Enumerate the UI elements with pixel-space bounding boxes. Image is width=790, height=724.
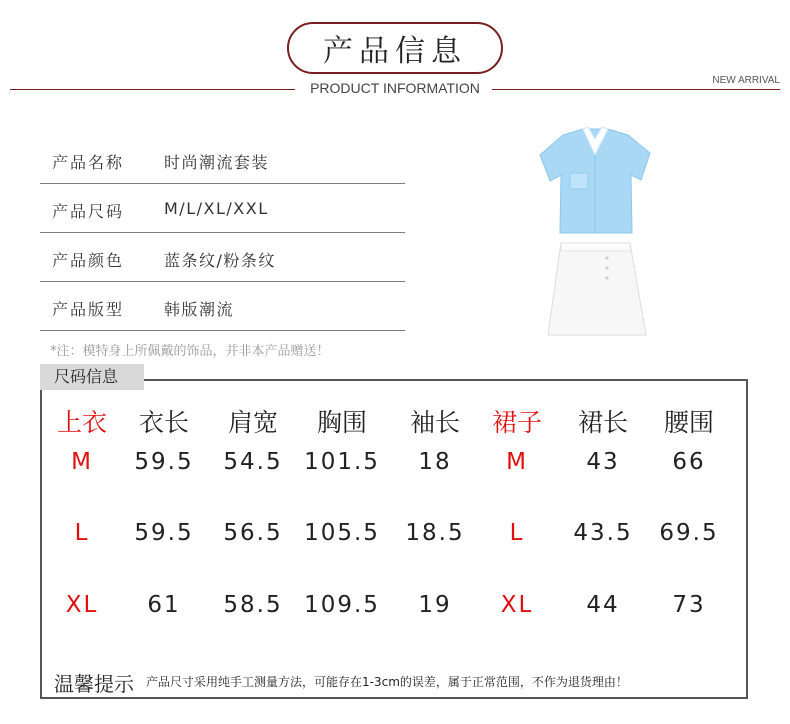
size-label: M <box>71 449 93 475</box>
header-rule-left <box>10 89 295 90</box>
skirt-shape <box>548 243 646 335</box>
table-cell: 19 <box>418 592 452 618</box>
table-cell: 69.5 <box>659 520 719 546</box>
header-skirt-length: 裙长 <box>577 408 628 437</box>
header-length: 衣长 <box>138 408 189 437</box>
new-arrival-label: NEW ARRIVAL <box>712 75 780 86</box>
blouse-pocket <box>570 173 588 189</box>
table-cell: 73 <box>672 592 706 618</box>
spec-row-color <box>40 233 405 282</box>
table-cell: 54.5 <box>223 449 283 475</box>
size-label: XL <box>500 592 534 618</box>
table-cell: 59.5 <box>134 449 194 475</box>
spec-label: 产品颜色 <box>52 251 125 270</box>
table-cell: 101.5 <box>304 449 380 475</box>
header-sleeve: 袖长 <box>409 408 460 437</box>
table-cell: 58.5 <box>223 592 283 618</box>
spec-value: 时尚潮流套装 <box>164 153 270 172</box>
page-title: 产品信息 <box>287 22 503 74</box>
spec-value: 韩版潮流 <box>164 300 235 319</box>
spec-label: 产品版型 <box>52 300 125 319</box>
table-cell: 43.5 <box>573 520 633 546</box>
table-cell: 109.5 <box>304 592 380 618</box>
table-cell: 18.5 <box>405 520 465 546</box>
size-table-tab: 尺码信息 <box>40 364 144 390</box>
accessory-note: *注：模特身上所佩戴的饰品，并非本产品赠送！ <box>50 344 330 359</box>
header-chest: 胸围 <box>316 408 367 437</box>
spec-row-name <box>40 135 405 184</box>
spec-row-size <box>40 184 405 233</box>
tip-text: 产品尺寸采用纯手工测量方法，可能存在1-3cm的误差，属于正常范围，不作为退货理由！ <box>146 675 628 689</box>
table-cell: 43 <box>586 449 620 475</box>
header-top: 上衣 <box>56 408 107 437</box>
spec-label: 产品尺码 <box>52 202 125 221</box>
table-cell: 59.5 <box>134 520 194 546</box>
header-waist: 腰围 <box>663 408 714 437</box>
spec-value: 蓝条纹/粉条纹 <box>164 251 276 270</box>
skirt-button <box>605 276 608 279</box>
size-label: M <box>506 449 528 475</box>
table-cell: 66 <box>672 449 706 475</box>
header-rule-right <box>492 89 780 90</box>
header-shoulder: 肩宽 <box>227 408 278 437</box>
product-image <box>528 125 663 345</box>
header-skirt: 裙子 <box>491 408 542 437</box>
skirt-waistband <box>561 243 630 251</box>
skirt-button <box>605 266 608 269</box>
size-label: L <box>509 520 525 546</box>
spec-row-fit <box>40 282 405 331</box>
table-cell: 105.5 <box>304 520 380 546</box>
table-cell: 61 <box>147 592 181 618</box>
size-label: XL <box>65 592 99 618</box>
skirt-button <box>605 256 608 259</box>
tip-title: 温馨提示 <box>54 672 134 696</box>
table-cell: 56.5 <box>223 520 283 546</box>
page-subtitle: PRODUCT INFORMATION <box>310 80 480 96</box>
table-cell: 18 <box>418 449 452 475</box>
spec-value: M/L/XL/XXL <box>164 199 269 218</box>
size-label: L <box>74 520 90 546</box>
table-cell: 44 <box>586 592 620 618</box>
spec-label: 产品名称 <box>52 153 125 172</box>
